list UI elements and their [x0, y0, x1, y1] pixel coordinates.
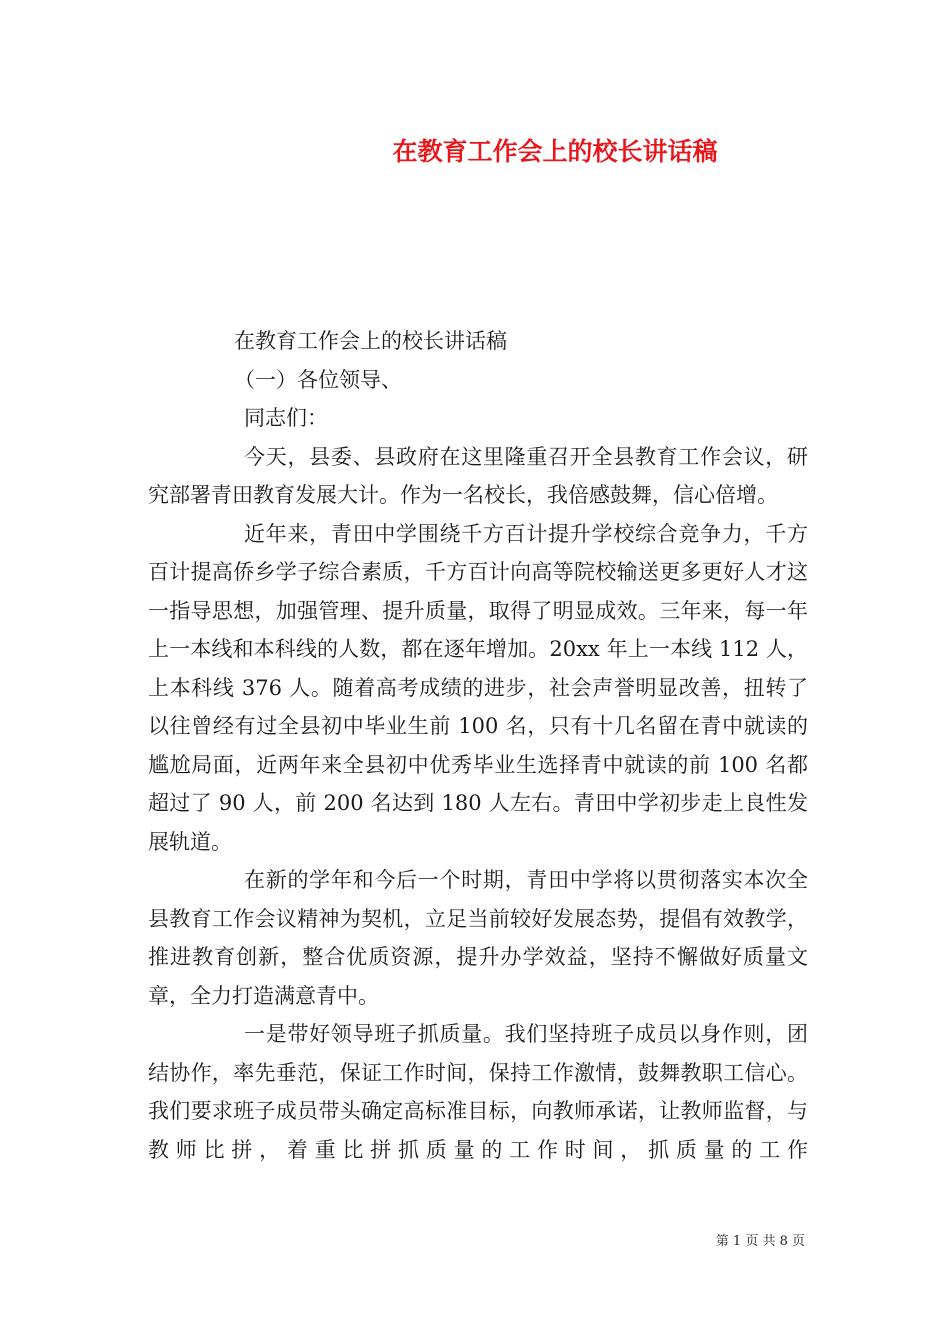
- salutation-line-1: （一）各位领导、: [234, 367, 402, 392]
- document-title: 在教育工作会上的校长讲话稿: [392, 137, 718, 166]
- paragraph-plans: 在新的学年和今后一个时期，青田中学将以贯彻落实本次全县教育工作会议精神为契机，立足当前较好发展态势，提倡有效教学，推进教育创新，整合优质资源，提升办学效益，坚持不懈做好质量文章，全力打造满意青中。: [148, 868, 808, 1008]
- salutation-line-2: 同志们：: [244, 406, 328, 430]
- paragraph-achievements: 近年来，青田中学围绕千方百计提升学校综合竞争力，千方百计提高侨乡学子综合素质，千方百计向高等院校输送更多更好人才这一指导思想，加强管理、提升质量，取得了明显成效。三年来，每一年上一本线和本科线的人数，都在逐年增加。20xx 年上一本线 112 人，上本科线 376 人。随着高考成绩的进步，社会声誉明显改善，扭转了以往曾经有过全县初中毕业生前 100 名，只有十几名留在青中就读的尴尬局面，近两年来全县初中优秀毕业生选择青中就读的前 100 名都超过了 90 人，前 200 名达到 180 人左右。青田中学初步走上良性发展轨道。: [148, 521, 808, 854]
- paragraph-opening: 今天，县委、县政府在这里隆重召开全县教育工作会议，研究部署青田教育发展大计。作为一名校长，我倍感鼓舞，信心倍增。: [148, 444, 808, 507]
- document-body: [148, 322, 808, 1169]
- paragraph-leadership: 一是带好领导班子抓质量。我们坚持班子成员以身作则，团结协作，率先垂范，保证工作时间，保持工作激情，鼓舞教职工信心。我们要求班子成员带头确定高标准目标，向教师承诺，让教师监督，与教师比拼，着重比拼抓质量的工作时间，抓质量的工作: [148, 1022, 808, 1162]
- document-subtitle: 在教育工作会上的校长讲话稿: [234, 329, 507, 353]
- page-number-indicator: 第 1 页 共 8 页: [715, 1234, 805, 1249]
